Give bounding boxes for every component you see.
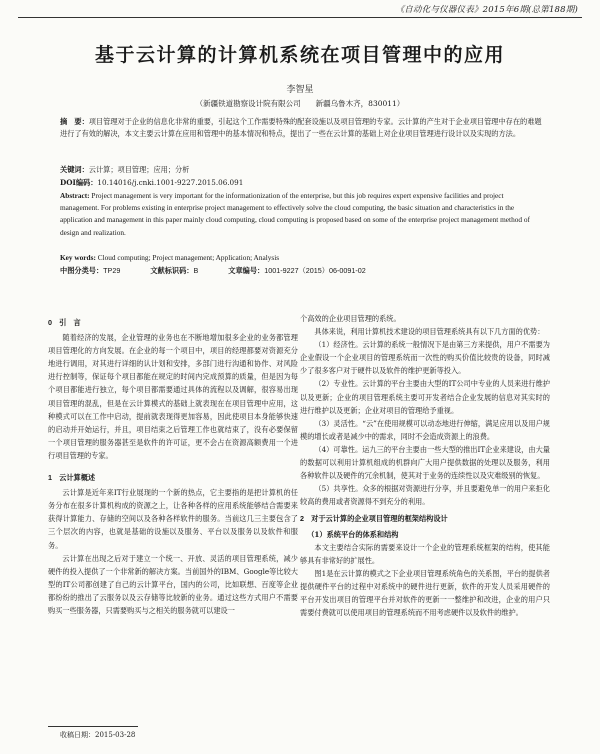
abstract-en-text: Project management is very important for the informationization of the enterprise, but this job requires expert expensive facilities and project management. For problems existing in enterprise project management to effectively solve the cloud computing, the basic situation and characteristics in the application and management in this paper mainly cloud computing, cloud computing is proposed based on some of the enterprise project management method of design and realization.	[60, 191, 530, 237]
doi-line	[60, 177, 542, 189]
advantage-professional: （2）专业性。云计算的平台主要由大型的IT公司中专业的人员来进行维护以及更新；企业的项目管理系统主要可开发者结合企业发展的信息对其实时的进行维护以及更新；企业对项目的管理给予重视。	[300, 379, 550, 415]
document-code: 文献标识码：B	[150, 266, 199, 275]
received-date-footnote: 收稿日期：2015-03-28	[60, 731, 136, 739]
classification-row	[60, 265, 542, 277]
section-1-paragraph-1: 云计算是近年来IT行业展现的一个新的热点，它主要指的是把计算机的任务分布在很多计算机构成的资源之上，让各种各样的应用系统能够结合需要来获得计算能力、存储的空间以及各种各样软件的服务。当前这几三主要包含了三个层次的内容，也就是基础的设施以及服务、平台以及服务以及软件和服务。	[48, 488, 298, 550]
body-left-column	[48, 312, 298, 617]
journal-running-header: 《自动化与仪器仪表》2015年6期(总第188期)	[395, 5, 578, 15]
abstract-en-label: Abstract:	[60, 191, 90, 200]
header-rule	[18, 17, 582, 18]
section-2-paragraph-2: 图1是在云计算的模式之下企业项目管理系统角色的关系图，平台的提供者提供硬件平台的过程中对系统中的硬件进行更新，软件的开发人员采用硬件的平台开发出项目的管理平台并对软件的更新一一整维护和改进，企业的用户只需要付费就可以使用项目的管理系统而不用考虑硬件以及软件的维护。	[300, 568, 550, 618]
keywords-en-label: Key words:	[60, 253, 96, 262]
abstract-cn-label: 摘 要：	[60, 117, 89, 126]
section-2-paragraph-1: 本文主要结合实际的需要来设计一个企业的管理系统框架的结构，使其能够具有非常好的扩展性。	[300, 542, 550, 565]
abstract-chinese	[60, 116, 542, 140]
right-paragraph-1: 具体来说，利用计算机技术建设的项目管理系统具有以下几方面的优势：	[314, 327, 545, 337]
clc-number: 中图分类号：TP29	[60, 266, 121, 275]
body-right-column	[300, 312, 550, 619]
author-affiliation: （新疆铁道勘察设计院有限公司 新疆乌鲁木齐，830011）	[195, 99, 405, 108]
advantage-economy: （1）经济性。云计算的系统一般情况下是由第三方来提供，用户不需要为企业假设一个企业项目的管理系统而一次性的购买价值比较贵的设备，同时减少了很多客户对于硬件以及软件的维护更新等投入。	[300, 340, 550, 376]
abstract-cn-text: 项目管理对于企业的信息化非常的重要，引起这个工作需要特殊的配套设施以及项目管理的专家。云计算的产生对于企业项目管理中存在的难题进行了有效的解决，本文主要云计算在应用和管理中的基本情况和特点，提出了一些在云计算的基础上对企业项目管理进行设计以及实现的方法。	[60, 117, 542, 139]
right-paragraph-0: 个高效的企业项目管理的系统。	[300, 314, 401, 323]
keywords-cn-label: 关键词：	[60, 165, 89, 174]
keywords-chinese	[60, 164, 542, 176]
section-1-paragraph-2: 云计算在出现之后对于建立一个统一、开放、灵活的项目管理系统，减少硬件的投入提供了一个非常新的解决方案。当前国外的IBM、Google等比较大型的IT公司都创建了自己的云计算平台，国内的公司，比如联想、百度等企业都纷纷的推出了云服务以及云存储等比较新的业务。通过这些方式用户不需要购买一些服务器，只需要购买与之相关的服务就可以建设一	[48, 553, 298, 615]
article-number: 文章编号：1001-9227（2015）06-0091-02	[228, 266, 366, 275]
footnote-rule	[48, 726, 138, 727]
abstract-english	[60, 190, 542, 239]
doi-label: DOI编码：	[60, 178, 98, 187]
keywords-english	[60, 252, 542, 264]
section-0-paragraph-1: 随着经济的发展，企业管理的业务也在不断地增加很多企业的业务都管理项目管理化的方向发展。在企业的每一个项目中，项目的经理都要对资源充分地进行调用，对其进行详细的认计划和安排，多部门进行沟通和协作、对风险进行控制等，保证每个项目都能在规定的时间内完成预算的质量，但是因为每个项目都能进行独立，每个项目都需要通过具体的流程以及调解，很容易出现项目管理的混乱，但是在云计算模式的基础上就表现在在项目管理中应用，这种模式可以在工作中启动，提前就表现得更加容易，因此使项目本身能够快速的启动并开始运行，并且，项目结束之后管理工作也就结束了，没有必要保留一个项目管理的服务器甚至是软件的许可证，更不会占在资源高额费用一个进行项目管理的专家。	[48, 333, 298, 460]
section-2-subheading: （1）系统平台的体系和结构	[307, 529, 399, 539]
keywords-cn-text: 云计算；项目管理；应用；分析	[88, 165, 190, 174]
section-1-heading: 1 云计算概述	[48, 473, 96, 483]
doi-text: 10.14016/j.cnki.1001-9227.2015.06.091	[97, 178, 244, 187]
advantage-reliability: （4）可靠性。运九三的平台主要由一些大型的推出IT企业来建设，由大量的数据可以利用计算机组成的机群向广大用户提供数据的处理以及服务，利用各种软件以及硬件的冗余机制，使其对于业务的连续性以及灾难级别的恢复。	[300, 444, 550, 481]
section-2-heading: 2 对于云计算的企业项目管理的框架结构设计	[300, 514, 448, 524]
section-0-heading: 0 引 言	[48, 318, 81, 327]
paper-author: 李智星	[286, 85, 314, 95]
advantage-flexibility: （3）灵活性。“云”在使用规模可以动态地进行伸缩，满足应用以及用户规模的增长或者是减少中的需求，同时不会造成资源上的浪费。	[300, 418, 550, 441]
keywords-en-text: Cloud computing; Project management; Application; Analysis	[97, 253, 280, 262]
paper-title: 基于云计算的计算机系统在项目管理中的应用	[94, 44, 505, 66]
advantage-sharing: （5）共享性。众多的根据对资源进行分享，并且要避免单一的用户来拒化较高的费用或者资源得不到充分的利用。	[300, 484, 550, 507]
